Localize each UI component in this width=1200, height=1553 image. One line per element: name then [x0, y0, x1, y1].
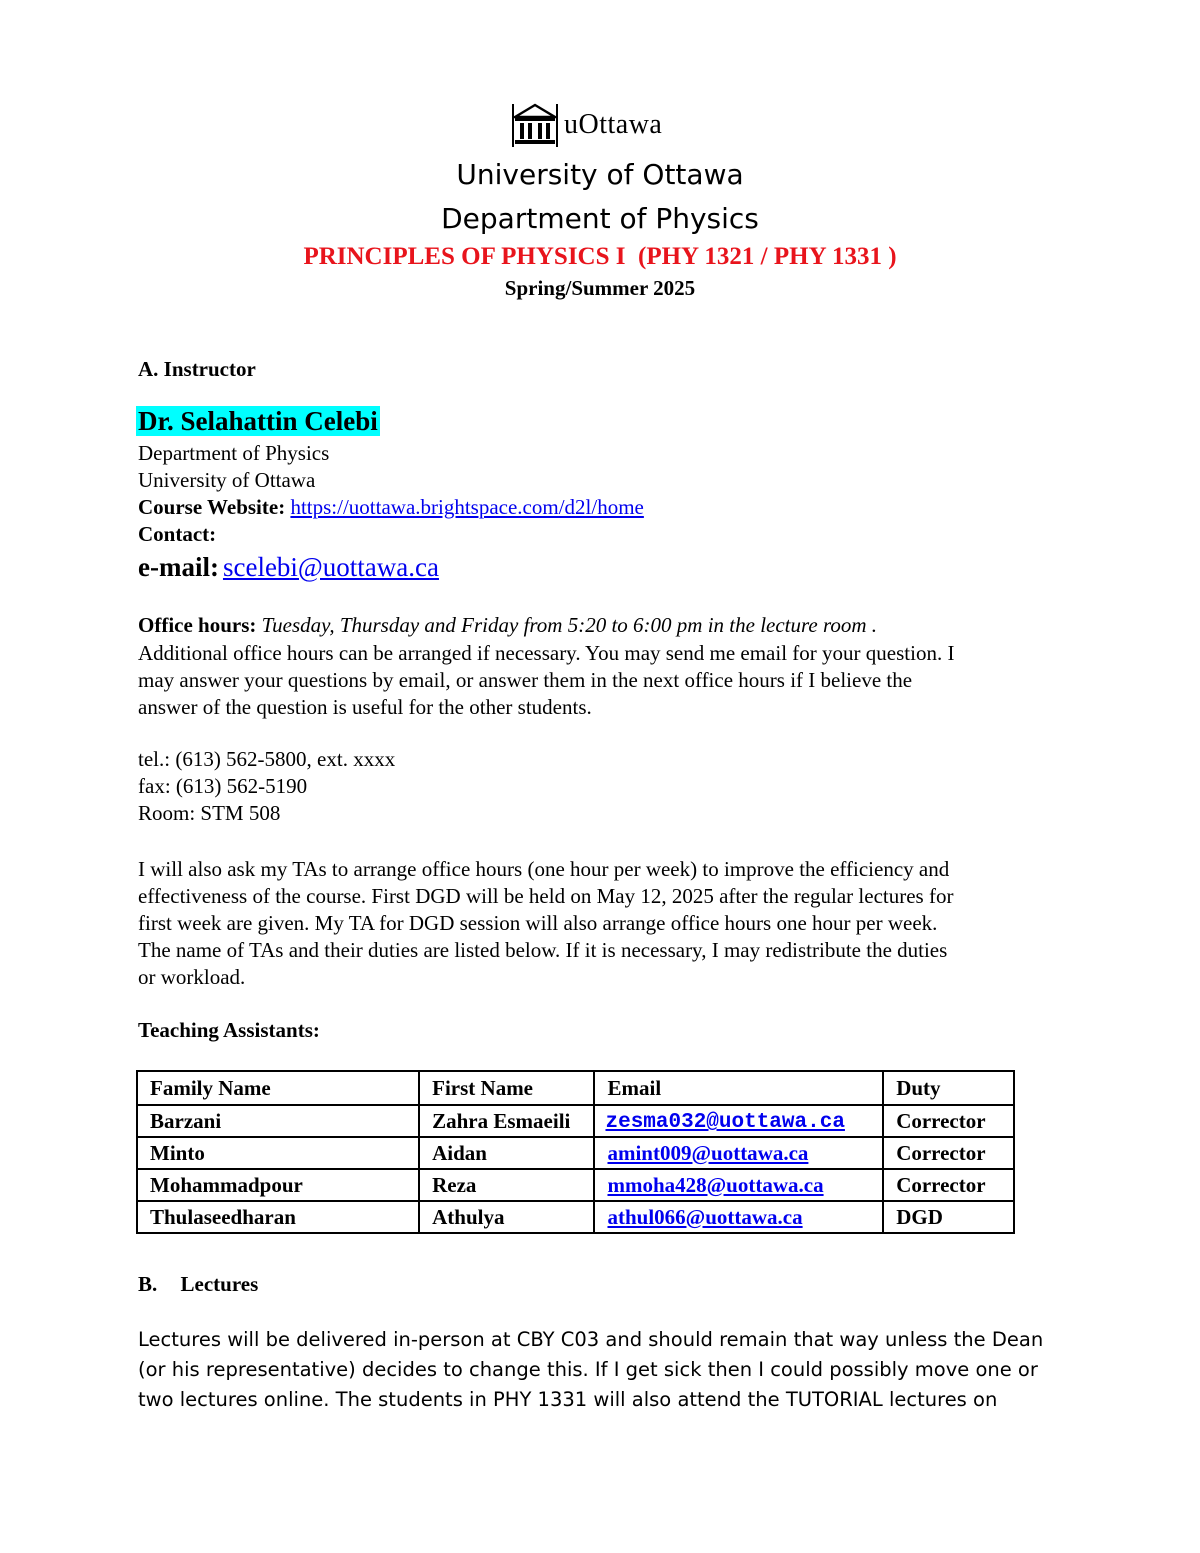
course-website-label: Course Website:	[138, 495, 286, 519]
column-header: Duty	[883, 1071, 1014, 1105]
table-row	[137, 1137, 1014, 1169]
ta-paragraph-2: effectiveness of the course. First DGD will be held on May 12, 2025 after the regular lectures for	[138, 884, 954, 908]
ta-email-link[interactable]: amint009@uottawa.ca	[607, 1140, 809, 1165]
office-hours-label: Office hours:	[138, 613, 257, 637]
family-name-cell: Mohammadpour	[137, 1169, 419, 1201]
telephone: tel.: (613) 562-5800, ext. xxxx	[138, 747, 396, 771]
contact-label: Contact:	[138, 522, 217, 546]
instructor-name: Dr. Selahattin Celebi	[138, 406, 378, 436]
office-hours-line	[138, 612, 1068, 640]
ta-email-link[interactable]: athul066@uottawa.ca	[607, 1204, 803, 1229]
family-name-cell: Minto	[137, 1137, 419, 1169]
first-name-cell: Reza	[419, 1169, 594, 1201]
room: Room: STM 508	[138, 801, 281, 825]
term-label: Spring/Summer 2025	[504, 276, 696, 300]
university-logo	[512, 100, 662, 150]
ta-paragraph-5: or workload.	[138, 965, 246, 989]
lectures-text-3: two lectures online. The students in PHY 1331 will also attend the TUTORIAL lectures on	[138, 1388, 998, 1411]
ta-paragraph-3: first week are given. My TA for DGD session will also arrange office hours one hour per week.	[138, 911, 938, 935]
office-hours-times: Tuesday, Thursday and Friday from 5:20 to 6:00 pm in the lecture room .	[261, 613, 878, 637]
fax: fax: (613) 562-5190	[138, 774, 308, 798]
email-cell	[594, 1201, 883, 1233]
ta-paragraph-4: The name of TAs and their duties are listed below. If it is necessary, I may redistribute the duties	[138, 938, 948, 962]
instructor-name-wrap	[136, 404, 380, 443]
office-hours-text-4: answer of the question is useful for the other students.	[138, 695, 592, 719]
instructor-university: University of Ottawa	[138, 468, 316, 492]
email-label: e-mail:	[138, 552, 219, 582]
duty-cell: Corrector	[883, 1105, 1014, 1137]
duty-cell: DGD	[883, 1201, 1014, 1233]
table-row	[137, 1169, 1014, 1201]
logo-wordmark: uOttawa	[564, 109, 663, 140]
table-header-row	[137, 1071, 1014, 1105]
column-header: Family Name	[137, 1071, 419, 1105]
first-name-cell: Athulya	[419, 1201, 594, 1233]
course-website-line	[138, 494, 644, 521]
course-website-link[interactable]: https://uottawa.brightspace.com/d2l/home	[290, 495, 644, 519]
family-name-cell: Barzani	[137, 1105, 419, 1137]
ta-paragraph-1: I will also ask my TAs to arrange office hours (one hour per week) to improve the efficiency and	[138, 857, 950, 881]
teaching-assistants-heading: Teaching Assistants:	[138, 1018, 320, 1042]
section-b-heading	[138, 1271, 258, 1298]
office-hours-text-2: Additional office hours can be arranged if necessary. You may send me email for your question. I	[138, 641, 955, 665]
email-line	[138, 550, 439, 589]
teaching-assistants-table	[136, 1070, 1015, 1234]
table-row	[137, 1201, 1014, 1233]
department-title: Department of Physics	[441, 202, 759, 235]
family-name-cell: Thulaseedharan	[137, 1201, 419, 1233]
email-cell	[594, 1105, 883, 1137]
duty-cell: Corrector	[883, 1169, 1014, 1201]
course-title: PRINCIPLES OF PHYSICS I (PHY 1321 / PHY 1331 )	[303, 243, 897, 270]
column-header: Email	[594, 1071, 883, 1105]
first-name-cell: Aidan	[419, 1137, 594, 1169]
instructor-email-link[interactable]: scelebi@uottawa.ca	[222, 552, 439, 582]
section-b-title: Lectures	[180, 1272, 259, 1296]
table-row	[137, 1105, 1014, 1137]
section-b-letter: B.	[138, 1272, 158, 1296]
office-hours-text-3: may answer your questions by email, or answer them in the next office hours if I believe the	[138, 668, 913, 692]
instructor-department: Department of Physics	[138, 441, 330, 465]
lectures-text-1: Lectures will be delivered in-person at CBY C03 and should remain that way unless the Dean	[138, 1328, 1044, 1351]
section-a-heading: A. Instructor	[138, 357, 256, 381]
university-title: University of Ottawa	[456, 158, 744, 191]
duty-cell: Corrector	[883, 1137, 1014, 1169]
email-cell	[594, 1169, 883, 1201]
university-building-icon	[512, 101, 558, 149]
first-name-cell: Zahra Esmaeili	[419, 1105, 594, 1137]
lectures-text-2: (or his representative) decides to change this. If I get sick then I could possibly move one or	[138, 1358, 1038, 1381]
ta-email-link[interactable]: zesma032@uottawa.ca	[605, 1111, 845, 1134]
column-header: First Name	[419, 1071, 594, 1105]
email-cell	[594, 1137, 883, 1169]
ta-email-link[interactable]: mmoha428@uottawa.ca	[607, 1172, 824, 1197]
